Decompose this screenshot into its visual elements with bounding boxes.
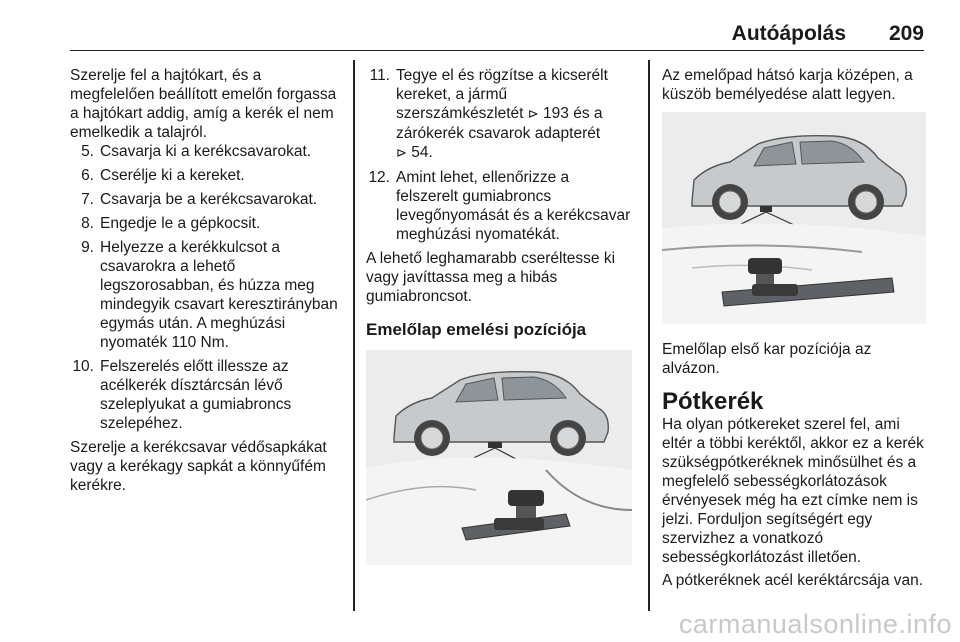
reference-arrow-icon: ⊳ — [396, 146, 407, 161]
lift-position-figure-rear — [366, 350, 632, 565]
page-number: 209 — [888, 22, 924, 45]
reference-arrow-icon: ⊳ — [527, 107, 539, 122]
page-header — [70, 0, 924, 51]
column-divider-left — [353, 60, 355, 611]
list-item: 11. Tegye el és rögzítse a kicserélt kereket, a jármű szerszámkészletét ⊳ 193 és a zárókerék csavarok adapterét ⊳ 54. — [369, 67, 608, 161]
column-2 — [366, 66, 634, 349]
column-3-lower — [662, 340, 926, 590]
step-intro-text: Szerelje fel a hajtókart, és a megfelelően beállított emelőn forgassa a hajtókart addig, amíg a kerék el nem emelkedik a talajról. — [70, 67, 337, 141]
section-heading: Pótkerék — [662, 388, 764, 415]
car-lift-illustration — [366, 350, 632, 565]
paragraph: A pótkeréknek acél keréktárcsája van. — [662, 572, 924, 589]
list-item: 10. Felszerelés előtt illessze az acélkerék dísztárcsán lévő szeleplyukat a gumiabroncs szelepéhez. — [72, 358, 292, 432]
paragraph: Emelőlap első kar pozíciója az alvázon. — [662, 341, 872, 377]
section-title: Autóápolás — [731, 22, 846, 45]
paragraph: Az emelőpad hátsó karja középen, a küszöb bemélyedése alatt legyen. — [662, 67, 913, 103]
list-item: 5. Csavarja ki a kerékcsavarokat. — [81, 143, 312, 160]
column-divider-right — [648, 60, 650, 611]
list-item: 7. Csavarja be a kerékcsavarokat. — [81, 191, 318, 208]
item-10-subtext: Szerelje a kerékcsavar védősapkákat vagy a kerékagy sapkát a könnyűfém kerékre. — [70, 439, 327, 494]
paragraph: Ha olyan pótkereket szerel fel, ami eltér a többi keréktől, akkor ez a kerék szükségpótkeréknek minősülhet és a megfelelő sebességkorlátozások érvényesek még ha ezt címke nem is jelzi. Forduljon segítségért egy szervizhez a vonatkozó sebességkorlátozást illetően. — [662, 416, 924, 566]
paragraph: A lehető leghamarabb cseréltesse ki vagy javíttassa meg a hibás gumiabroncsot. — [366, 250, 616, 305]
column-3 — [662, 66, 926, 104]
list-item: 9. Helyezze a kerékkulcsot a csavarokra a lehető legszorosabban, és húzza meg mindegyik csavart keresztirányban egymás után. A meghúzási nyomaték 110 Nm. — [81, 239, 338, 351]
list-item: 8. Engedje le a gépkocsit. — [81, 215, 261, 232]
lift-position-figure-front — [662, 112, 926, 324]
page-reference[interactable]: 193 — [543, 105, 569, 122]
column-1 — [70, 66, 342, 495]
section-heading: Emelőlap emelési pozíciója — [366, 320, 587, 339]
list-item: 6. Cserélje ki a kereket. — [81, 167, 245, 184]
list-item: 12. Amint lehet, ellenőrizze a felszerelt gumiabroncs levegőnyomását és a kerékcsavar meghúzási nyomatékát. — [368, 169, 631, 243]
car-lift-illustration — [662, 112, 926, 324]
page-reference[interactable]: 54. — [411, 144, 433, 161]
watermark: carmanualsonline.info — [678, 609, 952, 639]
